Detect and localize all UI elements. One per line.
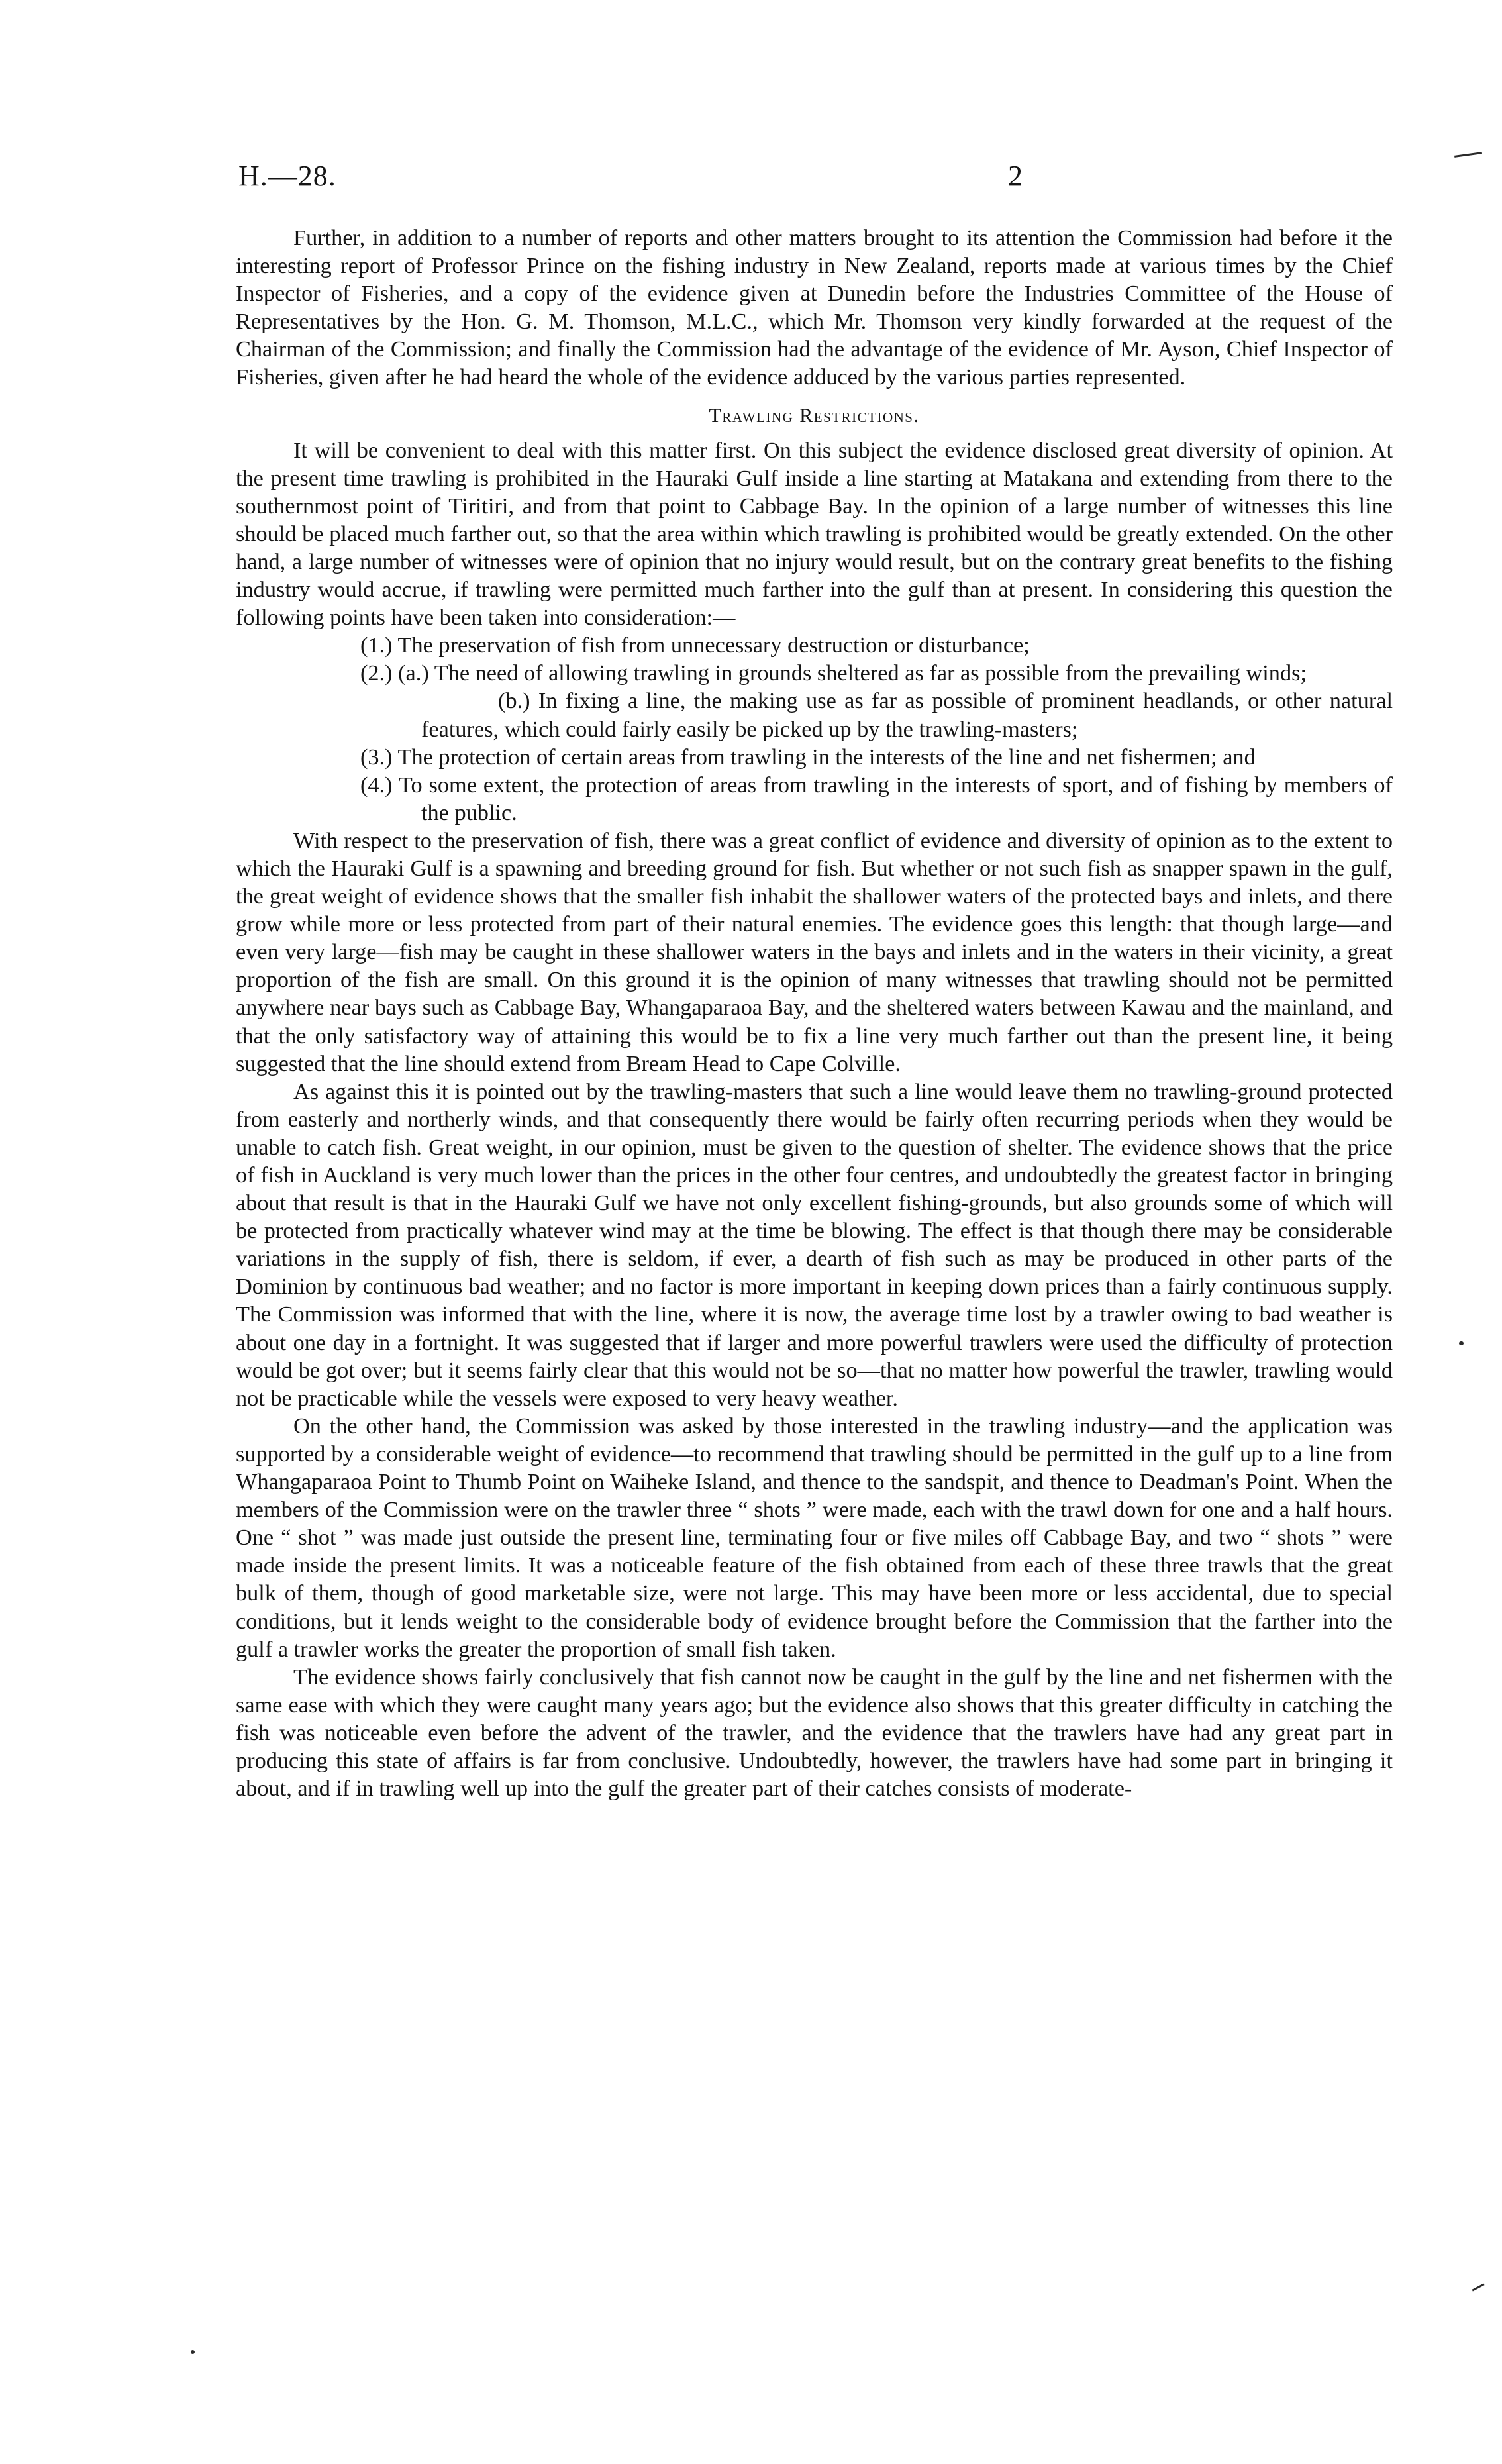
body-paragraph-4: On the other hand, the Commission was asked by those interested in the trawling industry—and the application was supported by a considerable weight of evidence—to recommend that trawling should be permitted in the gulf up to a line from Whangaparaoa Point to Thumb Point on Waiheke Island, and thence to the sandspit, and thence to Deadman's Point. When the members of the Commission were on the trawler three “ shots ” were made, each with the trawl down for one and a half hours. One “ shot ” was made just outside the present line, terminating four or five miles off Cabbage Bay, and two “ shots ” were made inside the present limits. It was a noticeable feature of the fish obtained from each of these three trawls that the great bulk of them, though of good marketable size, were not large. This may have been more or less accidental, due to special conditions, but it lends weight to the considerable body of evidence brought before the Commission that the farther into the gulf a trawler works the greater the proportion of small fish taken.: [236, 1413, 1393, 1662]
scan-mark-dot-left: [191, 2350, 195, 2354]
page-header: [238, 159, 1397, 199]
document-reference: H.—28.: [238, 160, 336, 192]
body-paragraph-3: As against this it is pointed out by the trawling-masters that such a line would leave them no trawling-ground protected from easterly and northerly winds, and that consequently there would be fairly often recurring periods when they would be unable to catch fish. Great weight, in our opinion, must be given to the question of shelter. The evidence shows that the price of fish in Auckland is very much lower than the prices in the other four centres, and undoubtedly the greatest factor in bringing about that result is that in the Hauraki Gulf we have not only excellent fishing-grounds, but also grounds some of which will be protected from practically whatever wind may at the time be blowing. The effect is that though there may be considerable variations in the supply of fish, there is seldom, if ever, a dearth of fish such as may be produced in other parts of the Dominion by continuous bad weather; and no factor is more important in keeping down prices than a fairly continuous supply. The Commission was informed that with the line, where it is now, the average time lost by a trawler owing to bad weather is about one day in a fortnight. It was suggested that if larger and more powerful trawlers were used the difficulty of protection would be got over; but it seems fairly clear that this would not be so—that no matter how powerful the trawler, trawling would not be practicable while the vessels were exposed to very heavy weather.: [236, 1078, 1393, 1411]
scan-mark-dot-right: [1459, 1341, 1464, 1345]
page-body: [236, 224, 1393, 1802]
body-paragraph-1: It will be convenient to deal with this matter first. On this subject the evidence disclosed great diversity of opinion. At the present time trawling is prohibited in the Hauraki Gulf inside a line starting at Matakana and extending from there to the southernmost point of Tiritiri, and from that point to Cabbage Bay. In the opinion of a large number of witnesses this line should be placed much farther out, so that the area within which trawling is prohibited would be greatly extended. On the other hand, a large number of witnesses were of opinion that no injury would result, but on the contrary great benefits to the fishing industry would accrue, if trawling were permitted much farther into the gulf than at present. In considering this question the following points have been taken into consideration:—: [236, 437, 1393, 631]
consideration-point-3: (3.) The protection of certain areas from trawling in the interests of the line and net fishermen; and: [360, 744, 1256, 770]
consideration-point-2b: (b.) In fixing a line, the making use as far as possible of prominent headlands, or other natural features, which could fairly easily be picked up by the trawling-masters;: [421, 688, 1393, 742]
section-heading: Trawling Restrictions.: [709, 404, 920, 427]
intro-paragraph: Further, in addition to a number of reports and other matters brought to its attention the Commission had before it the interesting report of Professor Prince on the fishing industry in New Zealand, reports made at various times by the Chief Inspector of Fisheries, and a copy of the evidence given at Dunedin before the Industries Committee of the House of Representatives by the Hon. G. M. Thomson, M.L.C., which Mr. Thomson very kindly forwarded at the request of the Chairman of the Commission; and finally the Commission had the advantage of the evidence of Mr. Ayson, Chief Inspector of Fisheries, given after he had heard the whole of the evidence adduced by the various parties represented.: [236, 225, 1393, 390]
consideration-point-1: (1.) The preservation of fish from unnecessary destruction or disturbance;: [360, 633, 1030, 658]
consideration-point-2a: (2.) (a.) The need of allowing trawling in grounds sheltered as far as possible from the prevailing winds;: [360, 660, 1307, 686]
body-paragraph-2: With respect to the preservation of fish, there was a great conflict of evidence and diversity of opinion as to the extent to which the Hauraki Gulf is a spawning and breeding ground for fish. But whether or not such fish as snapper spawn in the gulf, the great weight of evidence shows that the smaller fish inhabit the shallower waters of the protected bays and inlets, and there grow while more or less protected from part of their natural enemies. The evidence goes this length: that though large—and even very large—fish may be caught in these shallower waters in the bays and inlets and in the waters in their vicinity, a great proportion of the fish are small. On this ground it is the opinion of many witnesses that trawling should not be permitted anywhere near bays such as Cabbage Bay, Whangaparaoa Bay, and the sheltered waters between Kawau and the mainland, and that the only satisfactory way of attaining this would be to fix a line very much farther out than the present line, it being suggested that the line should extend from Bream Head to Cape Colville.: [236, 827, 1393, 1076]
consideration-point-2b-wrapper: [236, 687, 1393, 743]
scan-mark-top-right: [1454, 152, 1482, 158]
scan-mark-bottom-right: [1472, 2283, 1484, 2291]
consideration-point-4: (4.) To some extent, the protection of areas from trawling in the interests of sport, and of fishing by members of the public.: [360, 772, 1393, 825]
body-paragraph-5: The evidence shows fairly conclusively that fish cannot now be caught in the gulf by the line and net fishermen with the same ease with which they were caught many years ago; but the evidence also shows that this greater difficulty in catching the fish was noticeable even before the advent of the trawler, and the evidence that the trawlers have had any great part in producing this state of affairs is far from conclusive. Undoubtedly, however, the trawlers have had some part in bringing it about, and if in trawling well up into the gulf the greater part of their catches consists of moderate-: [236, 1664, 1393, 1802]
page-number: 2: [1008, 160, 1023, 192]
